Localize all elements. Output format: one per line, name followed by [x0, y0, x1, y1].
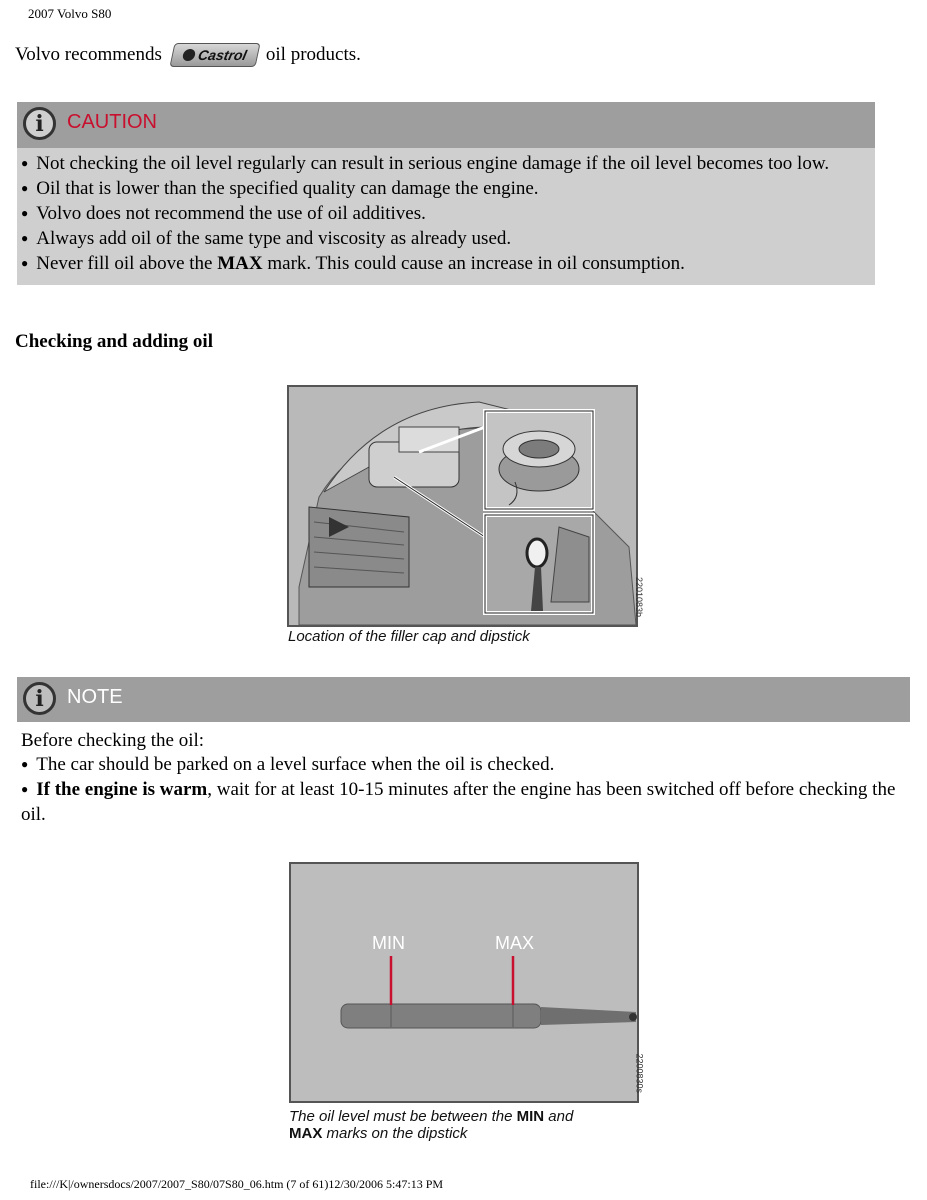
figure-code: 2201083b — [634, 576, 644, 617]
footer-file-path: file:///K|/ownersdocs/2007/2007_S80/07S80_06.htm (7 of 61)12/30/2006 5:47:13 PM — [30, 1177, 444, 1191]
engine-bay-figure — [287, 385, 644, 627]
figure-code: 2200830s — [635, 1053, 645, 1093]
recommend-text-after: oil products. — [265, 44, 361, 65]
castrol-logo: Castrol — [169, 43, 260, 67]
figure1-caption: Location of the filler cap and dipstick — [288, 628, 530, 645]
document-header: 2007 Volvo S80 — [28, 6, 112, 21]
section-heading: Checking and adding oil — [15, 331, 213, 352]
info-icon: i — [23, 107, 56, 140]
note-item: ● If the engine is warm, wait for at least 10-15 minutes after the engine has been switched off before checking the oil. — [21, 778, 901, 827]
dipstick-illustration — [291, 864, 637, 1101]
caution-box — [17, 102, 875, 285]
figure2-caption: The oil level must be between the MIN and MAX marks on the dipstick — [289, 1108, 574, 1142]
note-item: ● The car should be parked on a level surface when the oil is checked. — [21, 753, 901, 778]
caution-item: ● Volvo does not recommend the use of oil additives. — [21, 202, 869, 227]
note-intro: Before checking the oil: — [21, 730, 205, 751]
caution-header — [17, 102, 875, 148]
max-emphasis: MAX — [217, 253, 263, 274]
caution-list — [17, 148, 875, 285]
note-body — [21, 729, 901, 827]
min-label: MIN — [372, 933, 405, 953]
note-header — [17, 677, 910, 722]
dipstick-figure — [289, 862, 645, 1103]
oil-recommendation — [15, 43, 361, 67]
engine-bay-illustration — [289, 387, 636, 625]
note-item-emphasis: If the engine is warm — [36, 779, 208, 800]
recommend-text-before: Volvo recommends — [15, 44, 162, 65]
caution-item: ● Not checking the oil level regularly can result in serious engine damage if the oil level becomes too low. — [21, 152, 869, 177]
note-title: NOTE — [67, 686, 123, 708]
caution-item: ● Always add oil of the same type and viscosity as already used. — [21, 227, 869, 252]
info-icon: i — [23, 682, 56, 715]
caution-item: ● Oil that is lower than the specified quality can damage the engine. — [21, 177, 869, 202]
caution-title: CAUTION — [67, 111, 157, 133]
max-label: MAX — [495, 933, 535, 953]
caution-item: ● Never fill oil above the MAX mark. This could cause an increase in oil consumption. — [21, 252, 869, 277]
